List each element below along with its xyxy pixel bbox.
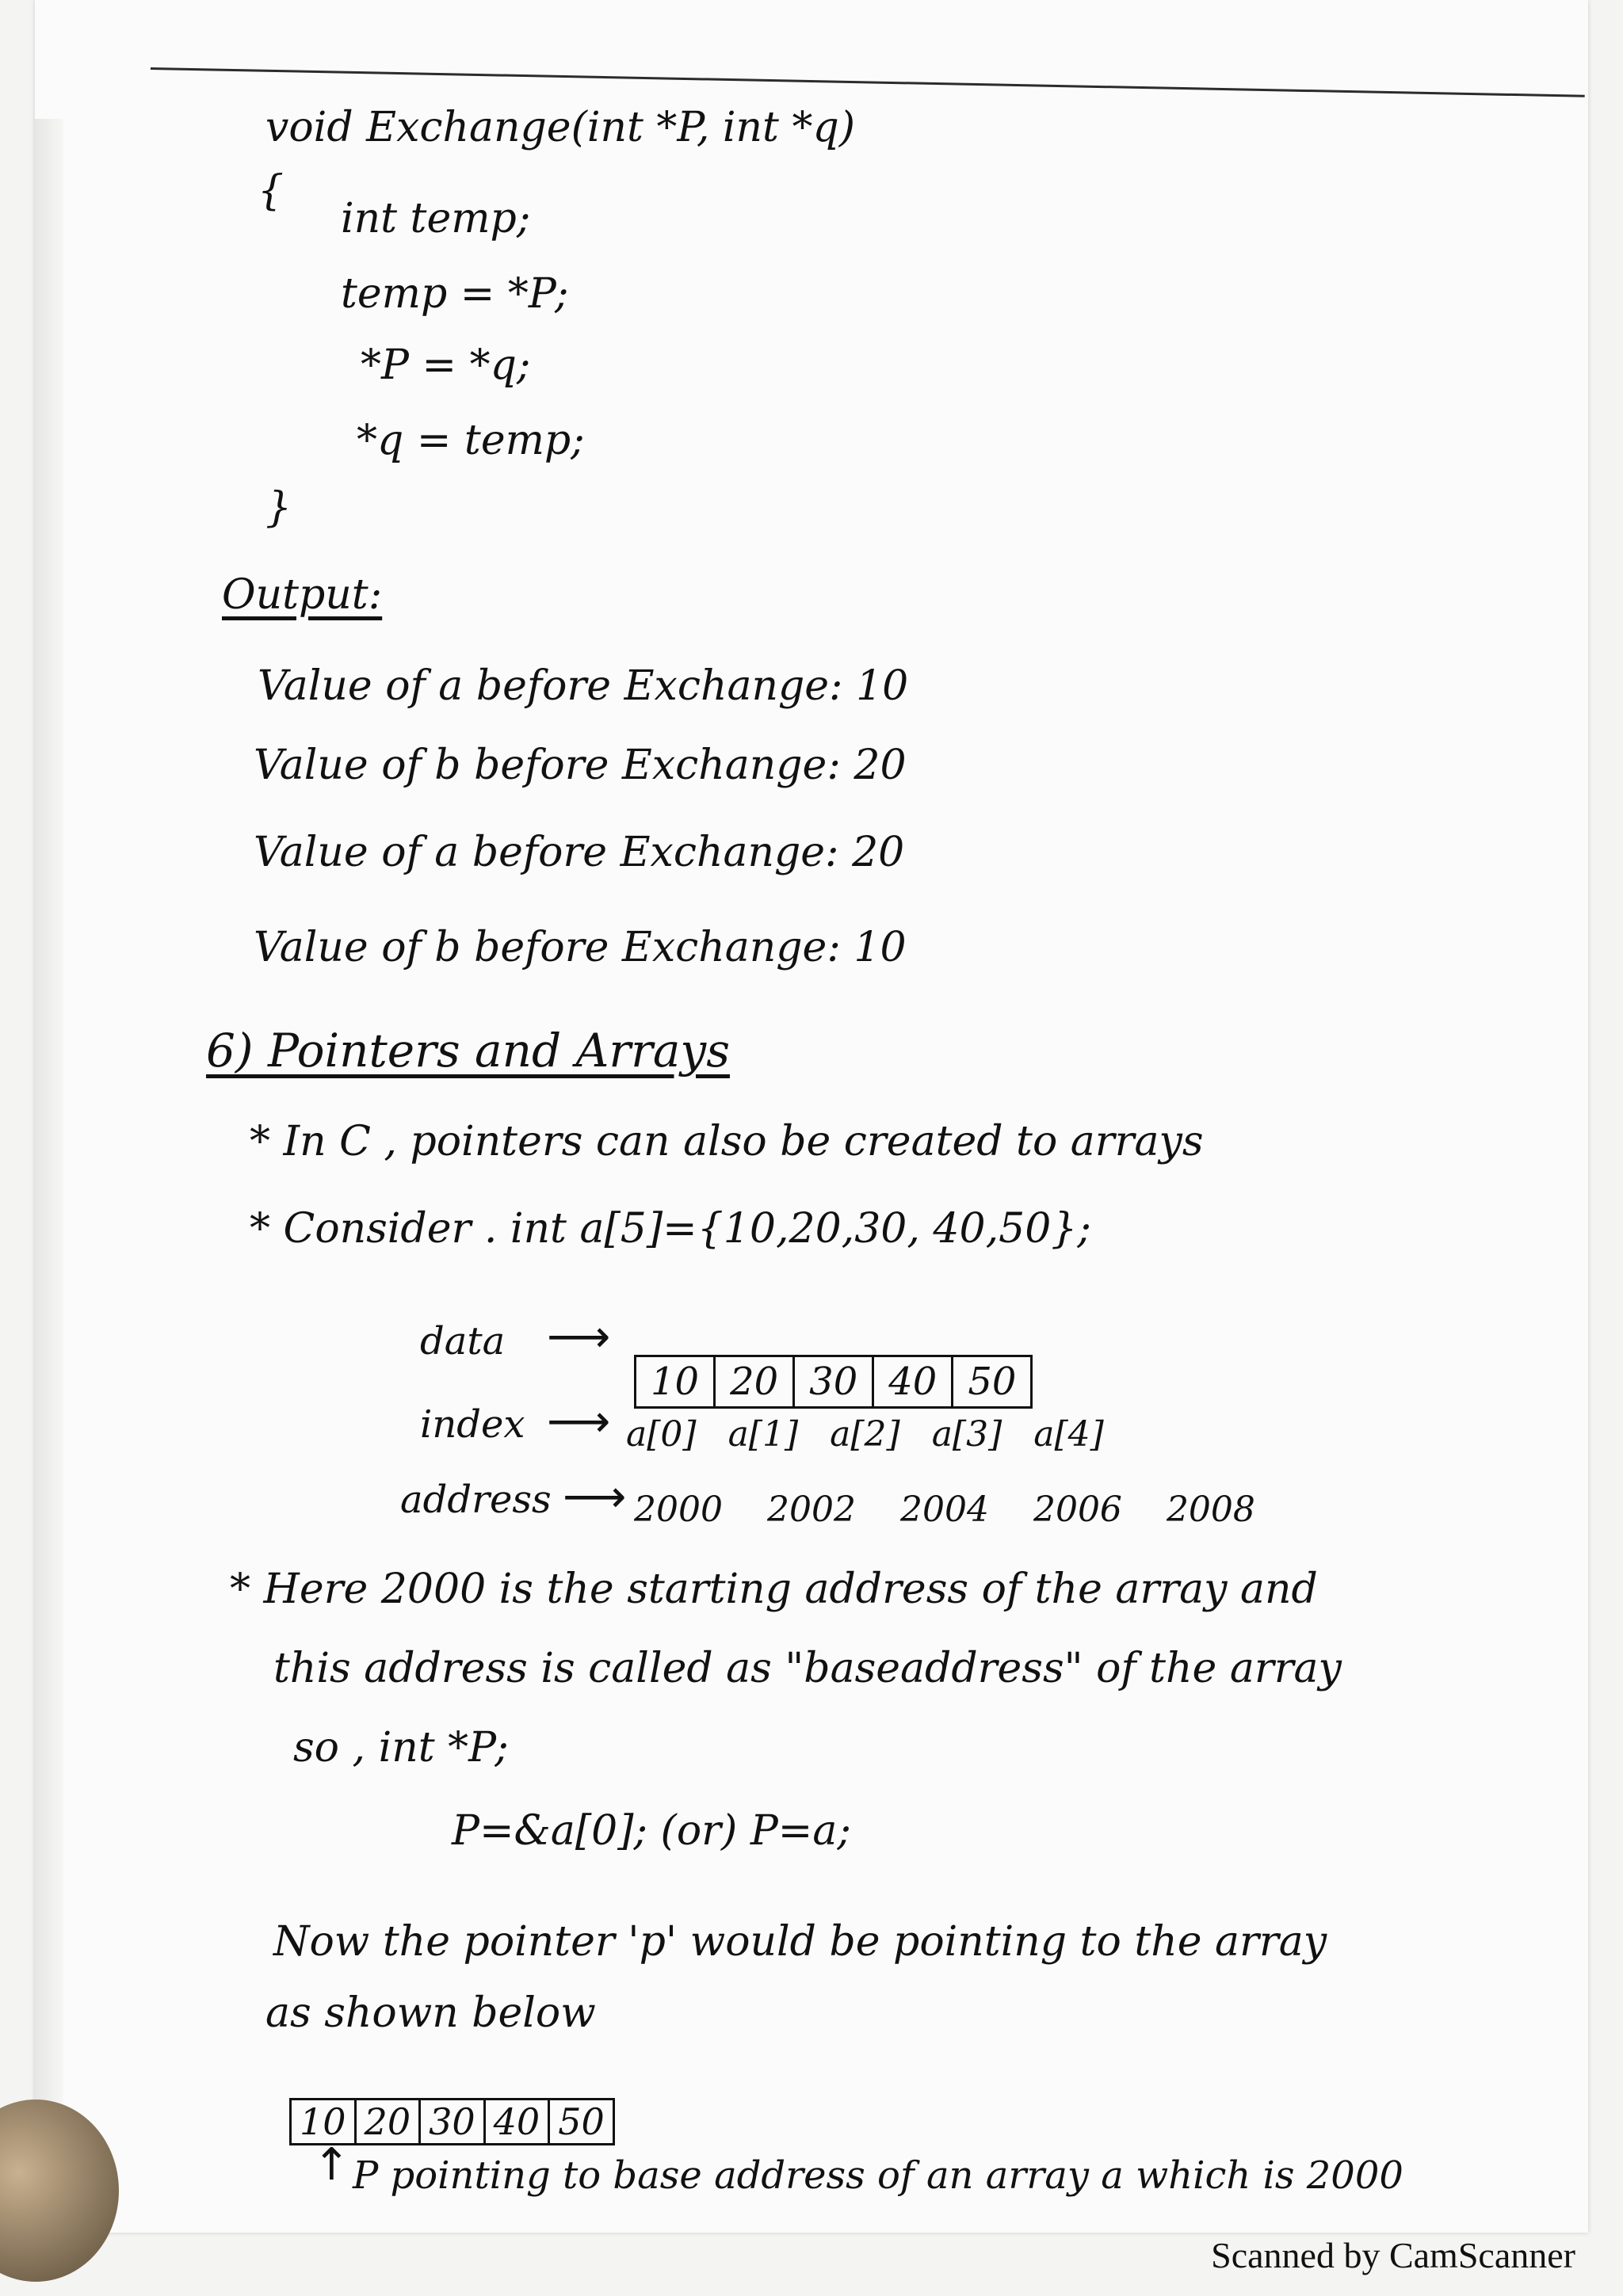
bottom-cell-3: 40 bbox=[486, 2100, 551, 2143]
code-open-brace: { bbox=[258, 167, 285, 215]
code-signature: void Exchange(int *P, int *q) bbox=[265, 104, 856, 151]
explanation-line-1: * Here 2000 is the starting address of the array and bbox=[230, 1566, 1318, 1613]
index-1: a[1] bbox=[727, 1414, 799, 1455]
address-0: 2000 bbox=[634, 1489, 723, 1530]
data-cell-4: 50 bbox=[968, 1360, 1017, 1404]
bullet-2: * Consider . int a[5]={10,20,30, 40,50}; bbox=[250, 1205, 1091, 1253]
index-arrow: ⟶ bbox=[547, 1396, 611, 1447]
index-2: a[2] bbox=[830, 1414, 900, 1455]
address-arrow: ⟶ bbox=[563, 1471, 627, 1523]
data-cell-3: 40 bbox=[874, 1357, 953, 1406]
index-label: index bbox=[420, 1402, 525, 1447]
pointer-array-box bbox=[289, 2098, 615, 2145]
index-0: a[0] bbox=[626, 1414, 697, 1455]
bottom-cell-2: 30 bbox=[421, 2100, 486, 2143]
address-sequence bbox=[634, 1489, 1255, 1530]
output-heading: Output: bbox=[222, 571, 383, 619]
pointer-up-arrow: ↑ bbox=[313, 2139, 350, 2191]
code-close-brace: } bbox=[265, 484, 292, 532]
explanation-line-2: this address is called as "baseaddress" of the array bbox=[273, 1645, 1342, 1692]
notebook-page bbox=[35, 0, 1588, 2233]
now-line-1: Now the pointer 'p' would be pointing to the array bbox=[273, 1918, 1327, 1966]
bottom-cell-1: 20 bbox=[357, 2100, 422, 2143]
code-line-1: int temp; bbox=[341, 195, 531, 242]
address-1: 2002 bbox=[766, 1489, 856, 1530]
data-cell-1: 20 bbox=[716, 1357, 795, 1406]
output-line-4: Value of b before Exchange: 10 bbox=[254, 924, 907, 971]
code-line-4: *q = temp; bbox=[357, 417, 585, 464]
data-array-box bbox=[634, 1355, 1033, 1409]
address-3: 2006 bbox=[1033, 1489, 1122, 1530]
address-4: 2008 bbox=[1166, 1489, 1255, 1530]
bottom-cell-4: 50 bbox=[558, 2100, 605, 2143]
now-line-2: as shown below bbox=[265, 1989, 596, 2037]
output-line-3: Value of a before Exchange: 20 bbox=[254, 829, 905, 876]
data-cell-2: 30 bbox=[795, 1357, 874, 1406]
address-2: 2004 bbox=[899, 1489, 989, 1530]
data-label: data bbox=[420, 1319, 506, 1363]
output-line-2: Value of b before Exchange: 20 bbox=[254, 742, 907, 789]
code-line-2: temp = *P; bbox=[341, 270, 569, 318]
section-heading: 6) Pointers and Arrays bbox=[206, 1024, 730, 1077]
data-arrow: ⟶ bbox=[547, 1311, 611, 1363]
index-3: a[3] bbox=[931, 1414, 1002, 1455]
output-line-1: Value of a before Exchange: 10 bbox=[258, 662, 909, 710]
bullet-1: * In C , pointers can also be created to arrays bbox=[250, 1118, 1204, 1165]
pointer-caption: P pointing to base address of an array a which is 2000 bbox=[353, 2153, 1403, 2198]
address-label: address bbox=[400, 1478, 552, 1522]
code-line-3: *P = *q; bbox=[361, 341, 531, 389]
explanation-line-3: so , int *P; bbox=[293, 1724, 509, 1772]
page-edge bbox=[35, 119, 63, 2233]
bottom-cell-0: 10 bbox=[292, 2100, 357, 2143]
index-sequence bbox=[626, 1414, 1104, 1455]
scanner-watermark: Scanned by CamScanner bbox=[1211, 2235, 1575, 2275]
index-4: a[4] bbox=[1033, 1414, 1104, 1455]
data-cell-0: 10 bbox=[636, 1357, 716, 1406]
assignment-line: P=&a[0]; (or) P=a; bbox=[452, 1807, 851, 1855]
